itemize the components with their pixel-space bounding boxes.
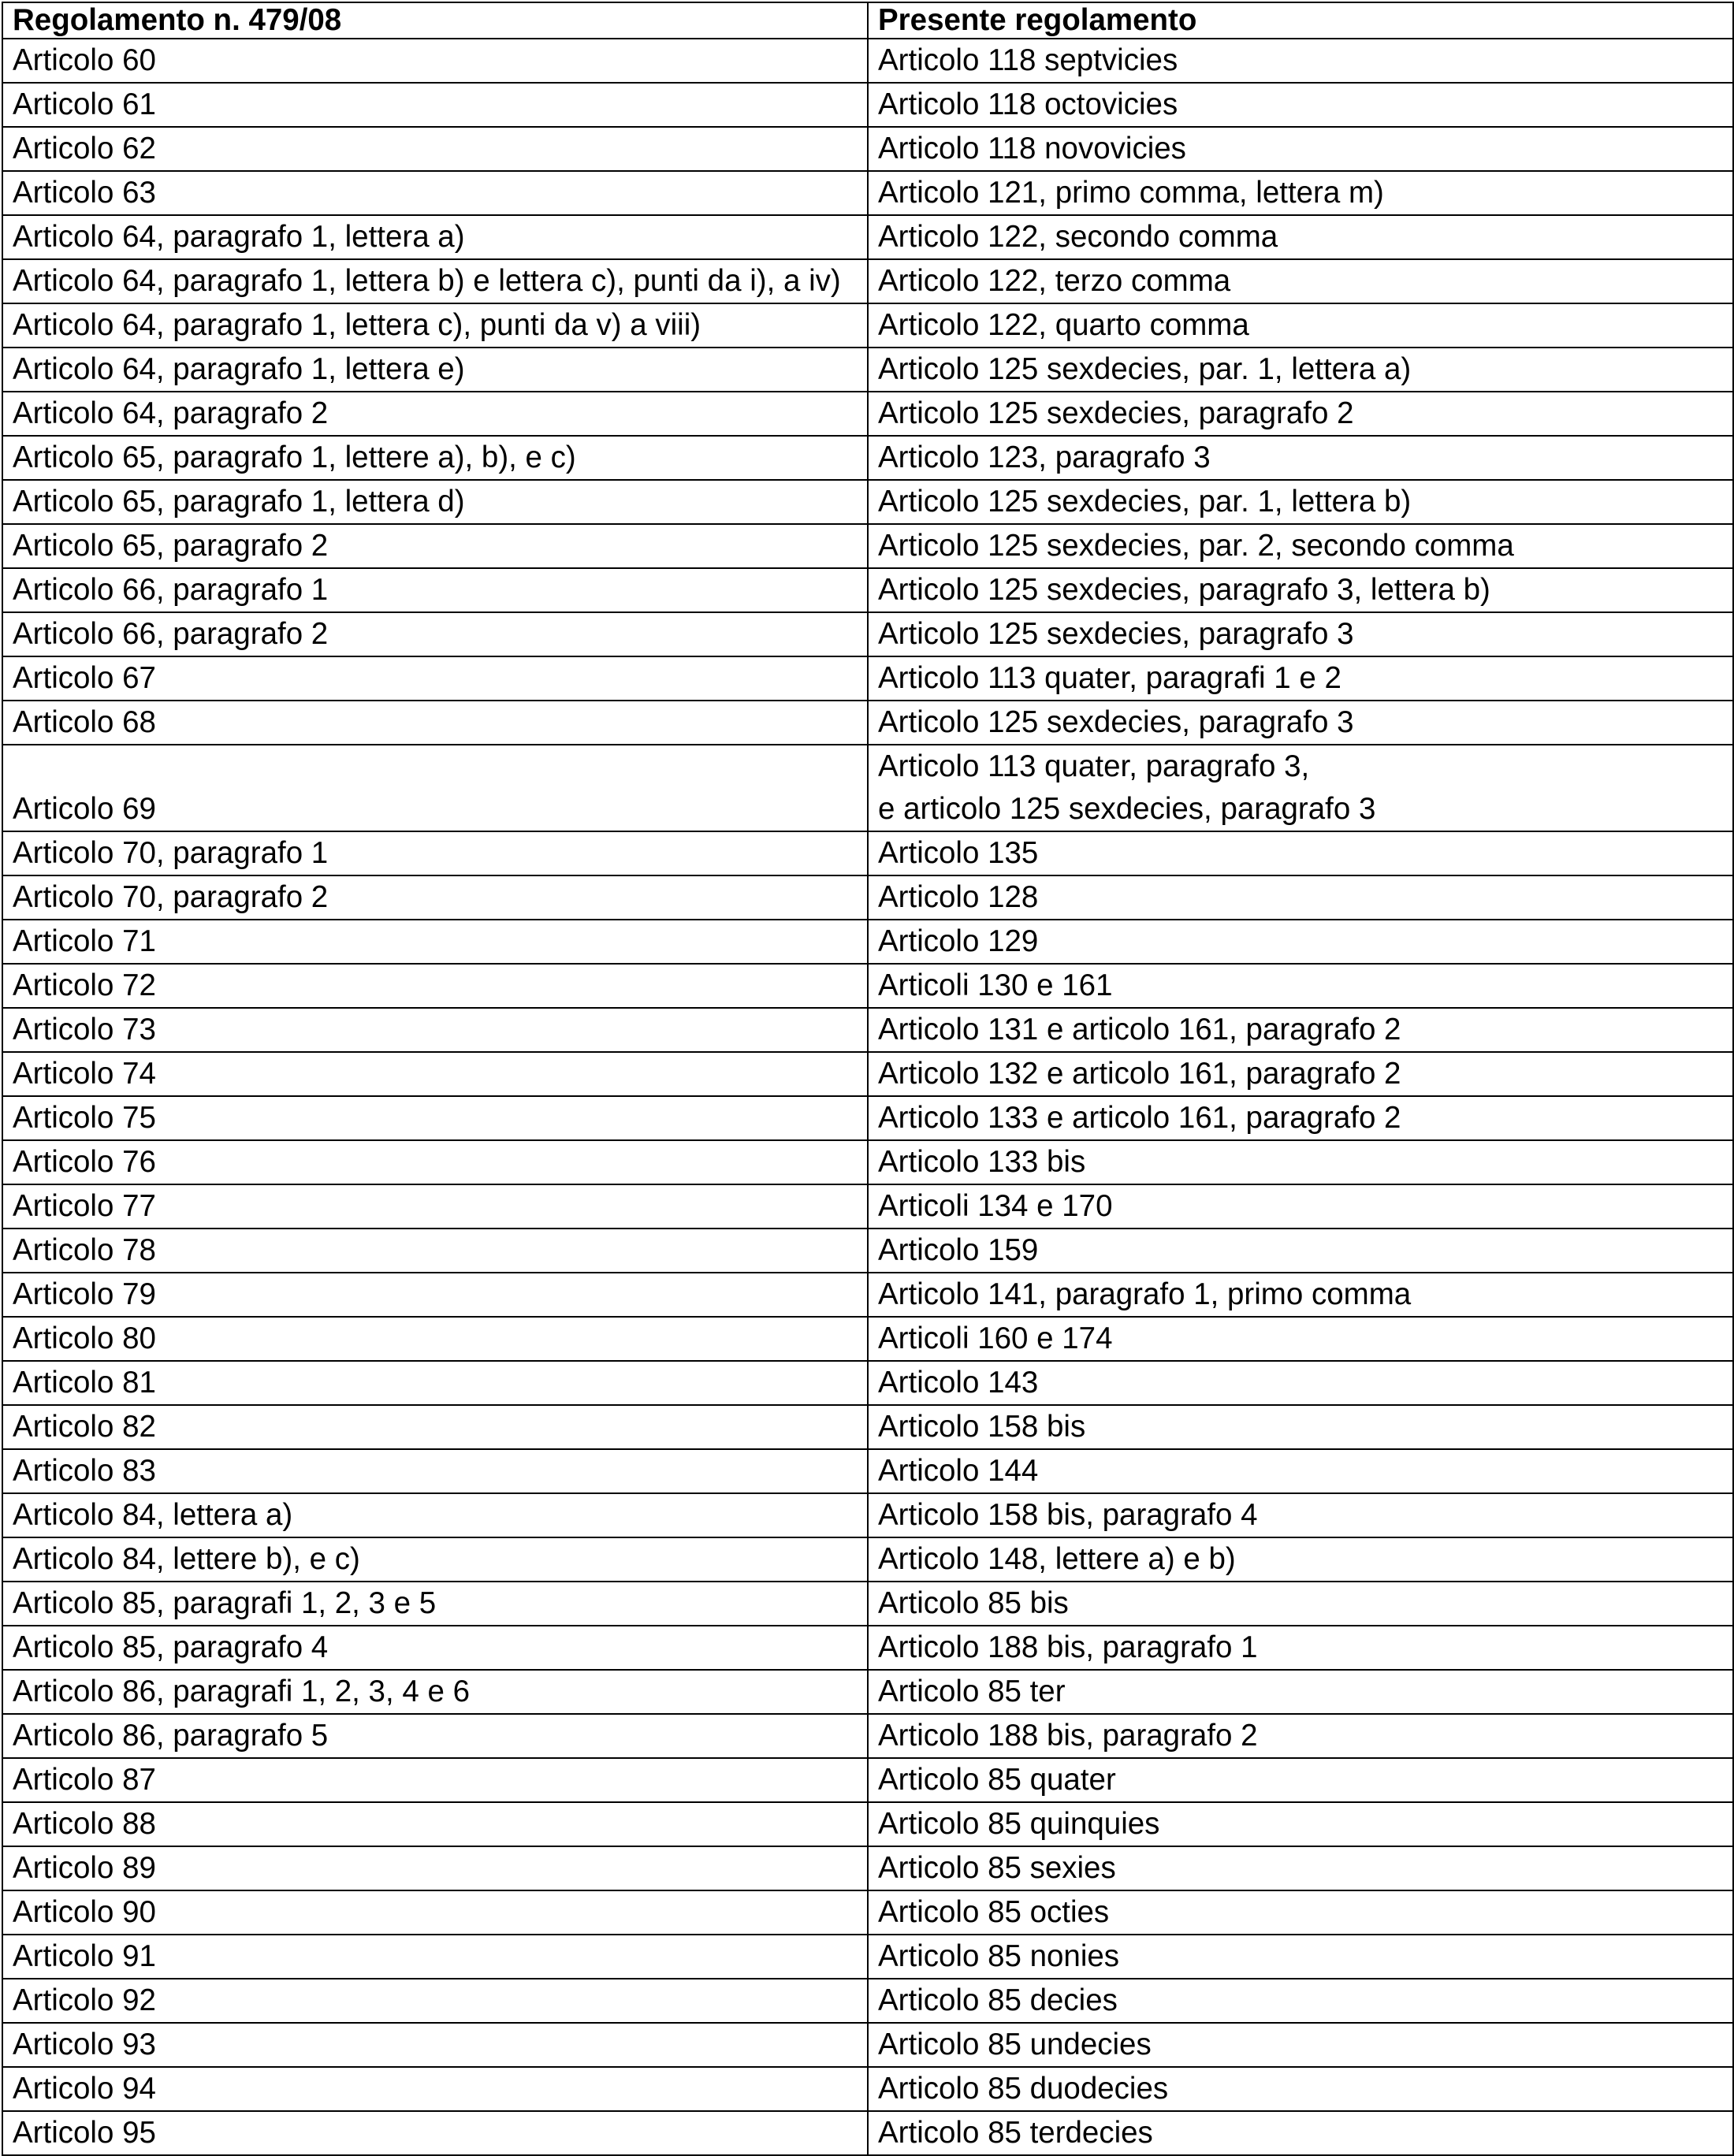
new-article-cell	[868, 1317, 1733, 1361]
old-article-cell	[2, 745, 868, 831]
cell-text: Articolo 84, lettera a)	[13, 1498, 293, 1532]
cell-text: Articolo 159	[878, 1233, 1039, 1267]
cell-text: Articolo 95	[13, 2116, 156, 2150]
new-article-cell	[868, 1979, 1733, 2023]
old-article-cell	[2, 1890, 868, 1935]
cell-text: Articolo 125 sexdecies, par. 2, secondo comma	[878, 529, 1514, 563]
table-row	[2, 1229, 1733, 1273]
new-article-cell	[868, 1273, 1733, 1317]
new-article-cell	[868, 2111, 1733, 2155]
old-article-cell	[2, 656, 868, 701]
table-row	[2, 1846, 1733, 1890]
table-row	[2, 745, 1733, 831]
cell-text: Articolo 85 nonies	[878, 1939, 1120, 1973]
table-body	[2, 39, 1733, 2155]
cell-text: Articolo 68	[13, 705, 156, 739]
cell-text: Articolo 91	[13, 1939, 156, 1973]
cell-text: Articolo 135	[878, 836, 1039, 870]
old-article-cell	[2, 1449, 868, 1493]
new-article-cell	[868, 127, 1733, 171]
table-row	[2, 1758, 1733, 1802]
old-article-cell	[2, 1935, 868, 1979]
old-article-cell	[2, 171, 868, 215]
new-article-cell	[868, 701, 1733, 745]
cell-text: Articolo 69	[13, 792, 156, 826]
cell-text: Articolo 122, secondo comma	[878, 220, 1278, 254]
cell-text: Articolo 81	[13, 1366, 156, 1400]
cell-text: Articolo 70, paragrafo 2	[13, 880, 329, 914]
cell-text: Articolo 63	[13, 176, 156, 210]
cell-text: Articolo 92	[13, 1983, 156, 2017]
cell-text: e articolo 125 sexdecies, paragrafo 3	[878, 792, 1376, 826]
old-article-cell	[2, 831, 868, 875]
cell-text: Articolo 158 bis, paragrafo 4	[878, 1498, 1258, 1532]
old-article-cell	[2, 1582, 868, 1626]
table-row	[2, 2111, 1733, 2155]
new-article-cell	[868, 1493, 1733, 1537]
cell-text: Articolo 85 duodecies	[878, 2072, 1169, 2106]
old-article-cell	[2, 1096, 868, 1140]
cell-text: Articolo 64, paragrafo 1, lettera a)	[13, 220, 465, 254]
cell-text: Articolo 85 octies	[878, 1895, 1110, 1929]
table-row	[2, 215, 1733, 259]
new-article-cell	[868, 1537, 1733, 1582]
cell-text: Articolo 64, paragrafo 2	[13, 396, 329, 430]
table-row	[2, 348, 1733, 392]
cell-text: Articolo 122, terzo comma	[878, 264, 1231, 298]
new-article-cell	[868, 2067, 1733, 2111]
old-article-cell	[2, 1626, 868, 1670]
table-row	[2, 1935, 1733, 1979]
new-article-cell	[868, 1140, 1733, 1184]
cell-text: Articolo 75	[13, 1101, 156, 1135]
table-row	[2, 436, 1733, 480]
table-row	[2, 1714, 1733, 1758]
new-article-cell	[868, 1758, 1733, 1802]
new-article-cell	[868, 831, 1733, 875]
cell-text: Articolo 86, paragrafi 1, 2, 3, 4 e 6	[13, 1675, 470, 1708]
cell-text: Articolo 65, paragrafo 2	[13, 529, 329, 563]
cell-text: Articolo 125 sexdecies, paragrafo 3	[878, 705, 1354, 739]
table-header-row	[2, 2, 1733, 39]
new-article-cell	[868, 875, 1733, 920]
table-row	[2, 1979, 1733, 2023]
cell-text: Articoli 134 e 170	[878, 1189, 1113, 1223]
table-row	[2, 1052, 1733, 1096]
new-article-cell	[868, 436, 1733, 480]
table-row	[2, 1096, 1733, 1140]
cell-text: Articolo 121, primo comma, lettera m)	[878, 176, 1384, 210]
table-row	[2, 171, 1733, 215]
new-article-cell	[868, 1714, 1733, 1758]
cell-text: Articolo 64, paragrafo 1, lettera e)	[13, 352, 465, 386]
cell-text: Articolo 76	[13, 1145, 156, 1179]
cell-text: Articolo 128	[878, 880, 1039, 914]
table-row	[2, 1626, 1733, 1670]
cell-text: Articolo 143	[878, 1366, 1039, 1400]
table-row	[2, 1273, 1733, 1317]
cell-text: Articolo 85, paragrafi 1, 2, 3 e 5	[13, 1586, 437, 1620]
cell-text: Articolo 64, paragrafo 1, lettera c), punti da v) a viii)	[13, 308, 701, 342]
cell-text: Articolo 78	[13, 1233, 156, 1267]
table-row	[2, 83, 1733, 127]
cell-text: Articolo 66, paragrafo 2	[13, 617, 329, 651]
cell-text: Articolo 133 e articolo 161, paragrafo 2	[878, 1101, 1401, 1135]
table-row	[2, 1890, 1733, 1935]
old-article-cell	[2, 1758, 868, 1802]
cell-text: Articolo 85, paragrafo 4	[13, 1630, 329, 1664]
old-article-cell	[2, 1405, 868, 1449]
cell-text: Articolo 83	[13, 1454, 156, 1488]
cell-text: Articolo 67	[13, 661, 156, 695]
table-row	[2, 701, 1733, 745]
cell-text: Articolo 90	[13, 1895, 156, 1929]
old-article-cell	[2, 83, 868, 127]
old-article-cell	[2, 1140, 868, 1184]
old-article-cell	[2, 436, 868, 480]
cell-text: Articolo 73	[13, 1013, 156, 1046]
cell-text: Articolo 129	[878, 924, 1039, 958]
header-old-regulation: Regolamento n. 479/08	[2, 2, 868, 39]
cell-text: Articolo 125 sexdecies, par. 1, lettera b)	[878, 485, 1412, 519]
header-present-regulation: Presente regolamento	[868, 2, 1733, 39]
table-row	[2, 568, 1733, 612]
old-article-cell	[2, 1317, 868, 1361]
cell-text: Articolo 71	[13, 924, 156, 958]
table-row	[2, 875, 1733, 920]
new-article-cell	[868, 259, 1733, 303]
cell-text: Articolo 64, paragrafo 1, lettera b) e lettera c), punti da i), a iv)	[13, 264, 841, 298]
new-article-cell	[868, 1052, 1733, 1096]
old-article-cell	[2, 2067, 868, 2111]
cell-text: Articolo 86, paragrafo 5	[13, 1719, 329, 1753]
cell-text: Articolo 61	[13, 87, 156, 121]
table-row	[2, 964, 1733, 1008]
table-row	[2, 524, 1733, 568]
new-article-cell	[868, 1846, 1733, 1890]
table-row	[2, 259, 1733, 303]
table-row	[2, 831, 1733, 875]
new-article-cell	[868, 1361, 1733, 1405]
cell-text: Articolo 84, lettere b), e c)	[13, 1542, 360, 1576]
old-article-cell	[2, 524, 868, 568]
table-row	[2, 1317, 1733, 1361]
table-row	[2, 920, 1733, 964]
old-article-cell	[2, 1802, 868, 1846]
cell-text: Articolo 188 bis, paragrafo 2	[878, 1719, 1258, 1753]
table-row	[2, 1537, 1733, 1582]
table-row	[2, 612, 1733, 656]
new-article-cell	[868, 1184, 1733, 1229]
cell-text: Articolo 125 sexdecies, par. 1, lettera a)	[878, 352, 1412, 386]
cell-text: Articolo 148, lettere a) e b)	[878, 1542, 1236, 1576]
cell-text: Articolo 85 decies	[878, 1983, 1118, 2017]
old-article-cell	[2, 2023, 868, 2067]
new-article-cell	[868, 1582, 1733, 1626]
old-article-cell	[2, 612, 868, 656]
cell-text: Articolo 77	[13, 1189, 156, 1223]
cell-text: Articolo 141, paragrafo 1, primo comma	[878, 1277, 1412, 1311]
new-article-cell	[868, 171, 1733, 215]
old-article-cell	[2, 1361, 868, 1405]
cell-text: Articolo 118 octovicies	[878, 87, 1178, 121]
cell-text: Articolo 94	[13, 2072, 156, 2106]
new-article-cell	[868, 303, 1733, 348]
cell-text: Articolo 65, paragrafo 1, lettera d)	[13, 485, 465, 519]
table-row	[2, 1405, 1733, 1449]
cell-text: Articolo 66, paragrafo 1	[13, 573, 329, 607]
cell-text: Articolo 62	[13, 132, 156, 165]
new-article-cell	[868, 656, 1733, 701]
cell-text: Articolo 118 septvicies	[878, 43, 1178, 77]
new-article-cell	[868, 1890, 1733, 1935]
cell-text: Articolo 118 novovicies	[878, 132, 1186, 165]
new-article-cell	[868, 2023, 1733, 2067]
old-article-cell	[2, 1184, 868, 1229]
table-row	[2, 1140, 1733, 1184]
old-article-cell	[2, 348, 868, 392]
cell-text: Articolo 87	[13, 1763, 156, 1797]
table-row	[2, 392, 1733, 436]
cell-text: Articolo 74	[13, 1057, 156, 1091]
cell-text: Articolo 85 undecies	[878, 2028, 1152, 2061]
old-article-cell	[2, 1052, 868, 1096]
new-article-cell	[868, 215, 1733, 259]
old-article-cell	[2, 2111, 868, 2155]
new-article-cell	[868, 920, 1733, 964]
old-article-cell	[2, 568, 868, 612]
table-row	[2, 1493, 1733, 1537]
table-row	[2, 1361, 1733, 1405]
new-article-cell	[868, 1229, 1733, 1273]
table-row	[2, 39, 1733, 83]
cell-text: Articolo 125 sexdecies, paragrafo 2	[878, 396, 1354, 430]
old-article-cell	[2, 1493, 868, 1537]
cell-text: Articolo 85 quinquies	[878, 1807, 1160, 1841]
cell-text: Articolo 93	[13, 2028, 156, 2061]
cell-text: Articolo 70, paragrafo 1	[13, 836, 329, 870]
cell-text: Articolo 113 quater, paragrafo 3,	[878, 749, 1310, 783]
new-article-cell	[868, 1008, 1733, 1052]
old-article-cell	[2, 480, 868, 524]
table-row	[2, 1008, 1733, 1052]
old-article-cell	[2, 127, 868, 171]
old-article-cell	[2, 875, 868, 920]
cell-text: Articolo 65, paragrafo 1, lettere a), b), e c)	[13, 440, 576, 474]
cell-text: Articolo 144	[878, 1454, 1039, 1488]
new-article-cell	[868, 39, 1733, 83]
cell-text: Articolo 85 ter	[878, 1675, 1066, 1708]
old-article-cell	[2, 39, 868, 83]
old-article-cell	[2, 1537, 868, 1582]
new-article-cell	[868, 1935, 1733, 1979]
cell-text: Articolo 113 quater, paragrafi 1 e 2	[878, 661, 1341, 695]
cell-text: Articolo 85 quater	[878, 1763, 1116, 1797]
cell-text: Articolo 85 bis	[878, 1586, 1069, 1620]
new-article-cell	[868, 524, 1733, 568]
cell-text: Articolo 79	[13, 1277, 156, 1311]
cell-text: Articolo 158 bis	[878, 1410, 1086, 1444]
new-article-cell	[868, 964, 1733, 1008]
cell-text: Articolo 125 sexdecies, paragrafo 3, lettera b)	[878, 573, 1490, 607]
table-row	[2, 656, 1733, 701]
table-row	[2, 1184, 1733, 1229]
cell-text: Articolo 188 bis, paragrafo 1	[878, 1630, 1258, 1664]
cell-text: Articoli 130 e 161	[878, 968, 1113, 1002]
old-article-cell	[2, 701, 868, 745]
old-article-cell	[2, 1670, 868, 1714]
new-article-cell	[868, 745, 1733, 831]
table-row	[2, 480, 1733, 524]
old-article-cell	[2, 259, 868, 303]
table-row	[2, 1670, 1733, 1714]
cell-text: Articoli 160 e 174	[878, 1321, 1113, 1355]
old-article-cell	[2, 1979, 868, 2023]
old-article-cell	[2, 964, 868, 1008]
old-article-cell	[2, 1273, 868, 1317]
old-article-cell	[2, 920, 868, 964]
cell-text: Articolo 131 e articolo 161, paragrafo 2	[878, 1013, 1401, 1046]
new-article-cell	[868, 568, 1733, 612]
old-article-cell	[2, 1229, 868, 1273]
new-article-cell	[868, 1670, 1733, 1714]
table-row	[2, 127, 1733, 171]
new-article-cell	[868, 1802, 1733, 1846]
old-article-cell	[2, 303, 868, 348]
new-article-cell	[868, 1405, 1733, 1449]
cell-text: Articolo 80	[13, 1321, 156, 1355]
cell-text: Articolo 85 terdecies	[878, 2116, 1153, 2150]
cell-text: Articolo 82	[13, 1410, 156, 1444]
new-article-cell	[868, 480, 1733, 524]
table-row	[2, 1582, 1733, 1626]
new-article-cell	[868, 1096, 1733, 1140]
old-article-cell	[2, 1714, 868, 1758]
old-article-cell	[2, 215, 868, 259]
cell-text: Articolo 85 sexies	[878, 1851, 1116, 1885]
new-article-cell	[868, 392, 1733, 436]
cell-text: Articolo 60	[13, 43, 156, 77]
correlation-table	[2, 2, 1734, 2156]
old-article-cell	[2, 1846, 868, 1890]
table-row	[2, 1802, 1733, 1846]
table-row	[2, 2023, 1733, 2067]
old-article-cell	[2, 392, 868, 436]
new-article-cell	[868, 1626, 1733, 1670]
table-row	[2, 2067, 1733, 2111]
cell-text: Articolo 122, quarto comma	[878, 308, 1249, 342]
table-row	[2, 1449, 1733, 1493]
old-article-cell	[2, 1008, 868, 1052]
table-row	[2, 303, 1733, 348]
new-article-cell	[868, 83, 1733, 127]
cell-text: Articolo 72	[13, 968, 156, 1002]
cell-text: Articolo 123, paragrafo 3	[878, 440, 1211, 474]
cell-text: Articolo 133 bis	[878, 1145, 1086, 1179]
new-article-cell	[868, 1449, 1733, 1493]
cell-text: Articolo 125 sexdecies, paragrafo 3	[878, 617, 1354, 651]
cell-text: Articolo 88	[13, 1807, 156, 1841]
new-article-cell	[868, 612, 1733, 656]
new-article-cell	[868, 348, 1733, 392]
cell-text: Articolo 132 e articolo 161, paragrafo 2	[878, 1057, 1401, 1091]
cell-text: Articolo 89	[13, 1851, 156, 1885]
